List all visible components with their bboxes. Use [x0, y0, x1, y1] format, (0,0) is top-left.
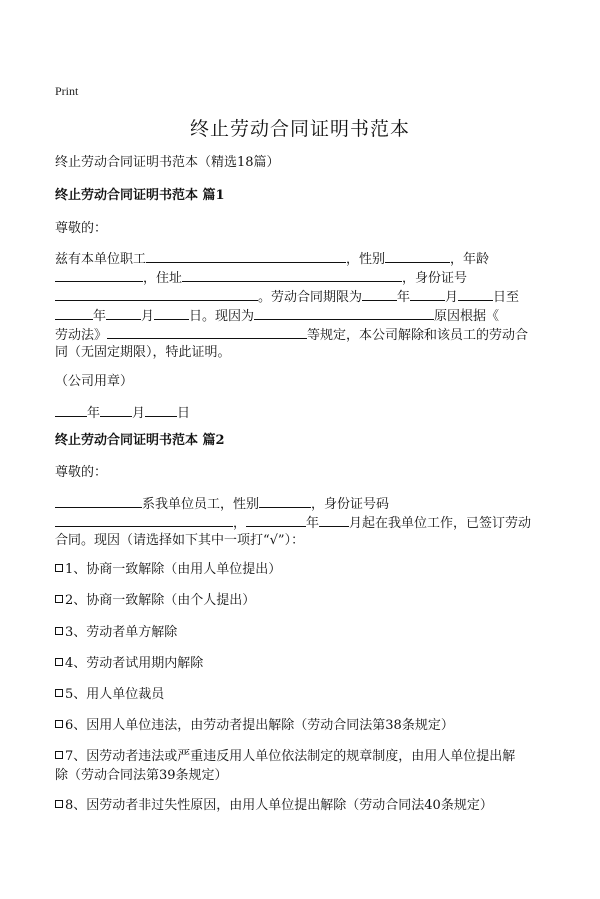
day-blank [145, 402, 177, 417]
year-blank [55, 305, 93, 320]
month-blank [100, 402, 132, 417]
text: 月 [132, 406, 146, 421]
text: 。劳动合同期限为 [258, 290, 363, 305]
checkbox[interactable] [55, 751, 63, 759]
text: 系我单位员工，性别 [142, 497, 260, 512]
name-blank [146, 248, 346, 263]
text: 原因根据《 [434, 309, 500, 324]
section1-date [55, 402, 550, 424]
text: 日 [177, 406, 191, 421]
section1-line6: 同（无固定期限），特此证明。 [55, 345, 231, 360]
month-blank [410, 286, 445, 301]
option-label: 8、因劳动者非过失性原因，由用人单位提出解除（劳动合同法40条规定） [65, 798, 493, 813]
day-blank [458, 286, 493, 301]
text: 兹有本单位职工 [55, 252, 147, 267]
text: ，年龄 [450, 252, 490, 267]
year-blank [55, 402, 87, 417]
text: 劳动法》 [55, 328, 108, 343]
option-8[interactable] [55, 796, 550, 816]
checkbox[interactable] [55, 689, 63, 697]
option-7[interactable] [55, 747, 550, 767]
option-label: 2、协商一致解除（由个人提出） [65, 593, 256, 608]
text: 等规定，本公司解除和该员工的劳动合 [307, 328, 529, 343]
gender-blank [259, 493, 311, 508]
document-title: 终止劳动合同证明书范本 [189, 118, 410, 140]
gender-blank [385, 248, 450, 263]
option-label: 6、因用人单位违法，由劳动者提出解除（劳动合同法第38条规定） [65, 718, 454, 733]
checkbox[interactable] [55, 800, 63, 808]
text: 月 [141, 309, 155, 324]
option-label: 4、劳动者试用期内解除 [65, 656, 204, 671]
section2-line3: 合同。现因（请选择如下其中一项打“√”）： [55, 533, 305, 548]
section2-heading: 终止劳动合同证明书范本 篇2 [55, 433, 225, 448]
option-5[interactable] [55, 685, 550, 705]
day-blank [154, 305, 189, 320]
checkbox[interactable] [55, 595, 63, 603]
option-1[interactable] [55, 560, 550, 580]
checkbox[interactable] [55, 564, 63, 572]
checkbox[interactable] [55, 658, 63, 666]
year-blank [362, 286, 397, 301]
month-blank [106, 305, 141, 320]
name-blank [55, 493, 142, 508]
text: 年 [93, 309, 107, 324]
company-seal-label: （公司用章） [55, 374, 134, 389]
option-label: 7、因劳动者违法或严重违反用人单位依法制定的规章制度，由用人单位提出解 [65, 749, 516, 764]
text: ，性别 [346, 252, 386, 267]
document-subtitle: 终止劳动合同证明书范本（精选18篇） [55, 155, 280, 170]
option-label: 5、用人单位裁员 [65, 687, 165, 702]
section1-greeting: 尊敬的： [55, 221, 108, 236]
text: 年 [87, 406, 101, 421]
section2-greeting: 尊敬的： [55, 465, 108, 480]
print-label[interactable]: Print [55, 84, 79, 98]
year-blank [246, 512, 306, 527]
month-blank [319, 512, 349, 527]
text: 年 [397, 290, 411, 305]
text: 年 [306, 516, 320, 531]
section1-heading: 终止劳动合同证明书范本 篇1 [55, 188, 225, 203]
checkbox[interactable] [55, 627, 63, 635]
text: 日至 [493, 290, 520, 305]
option-6[interactable] [55, 716, 550, 736]
option-label: 1、协商一致解除（由用人单位提出） [65, 562, 282, 577]
text: 日。现因为 [189, 309, 255, 324]
text: 月起在我单位工作，已签订劳动 [349, 516, 532, 531]
option-3[interactable] [55, 623, 550, 643]
age-blank [55, 267, 143, 282]
option-7-continued: 除（劳动合同法第39条规定） [55, 768, 228, 783]
text: ，住址 [143, 271, 183, 286]
option-2[interactable] [55, 591, 550, 611]
text: ，身份证号码 [311, 497, 390, 512]
option-label: 3、劳动者单方解除 [65, 625, 178, 640]
law-blank [107, 324, 307, 339]
option-4[interactable] [55, 654, 550, 674]
text: ，身份证号 [402, 271, 468, 286]
checkbox[interactable] [55, 720, 63, 728]
text: 月 [445, 290, 459, 305]
text: ， [233, 516, 247, 531]
address-blank [182, 267, 402, 282]
reason-blank [254, 305, 434, 320]
id-blank [55, 512, 233, 527]
id-blank [55, 286, 258, 301]
